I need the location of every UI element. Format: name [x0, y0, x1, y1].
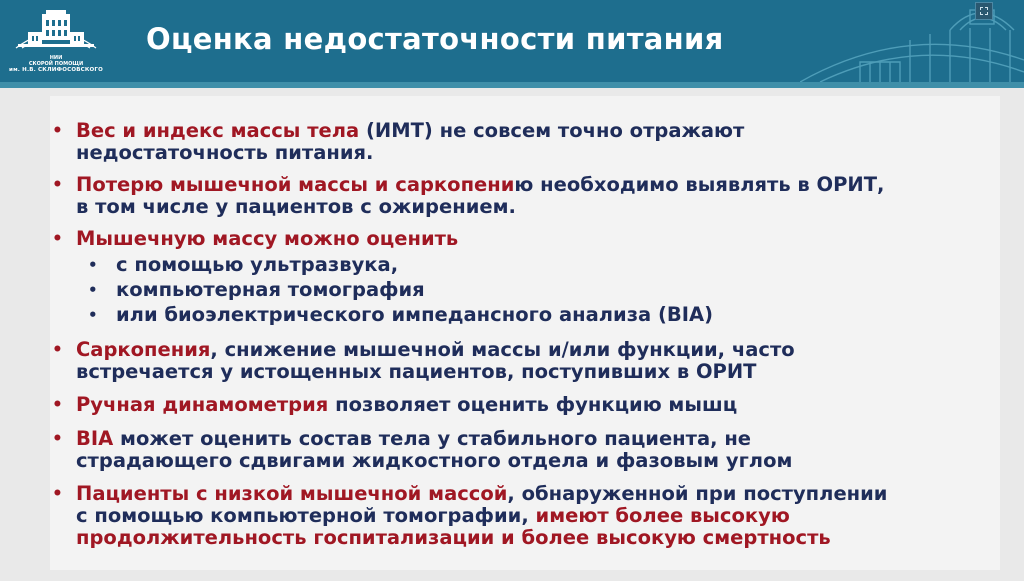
item-highlight: Мышечную массу можно оценить — [76, 227, 459, 250]
item-text-line-2: недостаточность питания. — [76, 141, 374, 164]
item-highlight: Потерю мышечной массы и саркопени — [76, 173, 515, 196]
fullscreen-button[interactable] — [975, 2, 993, 20]
item-highlight: Ручная динамометрия — [76, 393, 329, 416]
sub-item-text: или биоэлектрического импедансного анализа (BIA) — [116, 303, 714, 326]
bullet-icon: • — [52, 121, 63, 141]
sub-bullet-icon: • — [88, 306, 98, 324]
bullet-icon: • — [52, 229, 63, 249]
item-text: , обнаруженной при поступлении — [507, 482, 888, 505]
sub-item-text: с помощью ультразвука, — [116, 253, 399, 276]
item-text: (ИМТ) не совсем точно отражают — [359, 119, 745, 142]
slide-header — [0, 0, 1024, 88]
item-text: может оценить состав тела у стабильного пациента, не — [113, 427, 752, 450]
sub-bullet-icon: • — [88, 281, 98, 299]
bullet-icon: • — [52, 340, 63, 360]
bullet-icon: • — [52, 484, 63, 504]
bullet-icon: • — [52, 429, 63, 449]
sub-bullet-icon: • — [88, 256, 98, 274]
item-text: ю необходимо выявлять в ОРИТ, — [514, 173, 885, 196]
item-highlight: Пациенты с низкой мышечной массой — [76, 482, 508, 505]
item-text-line-2: встречается у истощенных пациентов, поступивших в ОРИТ — [76, 360, 757, 383]
sub-item-text: компьютерная томография — [116, 278, 425, 301]
page-title: Оценка недостаточности питания — [146, 22, 724, 56]
item-highlight-line-3: продолжительность госпитализации и более высокую смертность — [76, 526, 831, 549]
logo-line-2: СКОРОЙ ПОМОЩИ — [28, 61, 84, 67]
logo-line-1: НИИ — [49, 55, 63, 61]
bullet-icon: • — [52, 175, 63, 195]
item-highlight: BIA — [76, 427, 114, 450]
item-text-line-2: страдающего сдвигами жидкостного отдела и фазовым углом — [76, 449, 793, 472]
item-text-line-2: в том числе у пациентов с ожирением. — [76, 195, 516, 218]
item-highlight: Саркопения — [76, 338, 211, 361]
item-text: с помощью компьютерной томографии, — [76, 504, 536, 527]
bullet-icon: • — [52, 395, 63, 415]
header-band — [0, 82, 1024, 88]
item-highlight: имеют более высокую — [535, 504, 790, 527]
slide-content — [50, 96, 1000, 570]
item-text: позволяет оценить функцию мышц — [328, 393, 738, 416]
item-text: , снижение мышечной массы и/или функции, часто — [210, 338, 795, 361]
logo-caption — [0, 8, 112, 78]
item-highlight: Вес и индекс массы тела — [76, 119, 360, 142]
logo-line-3: им. Н.В. СКЛИФОСОВСКОГО — [9, 67, 103, 73]
